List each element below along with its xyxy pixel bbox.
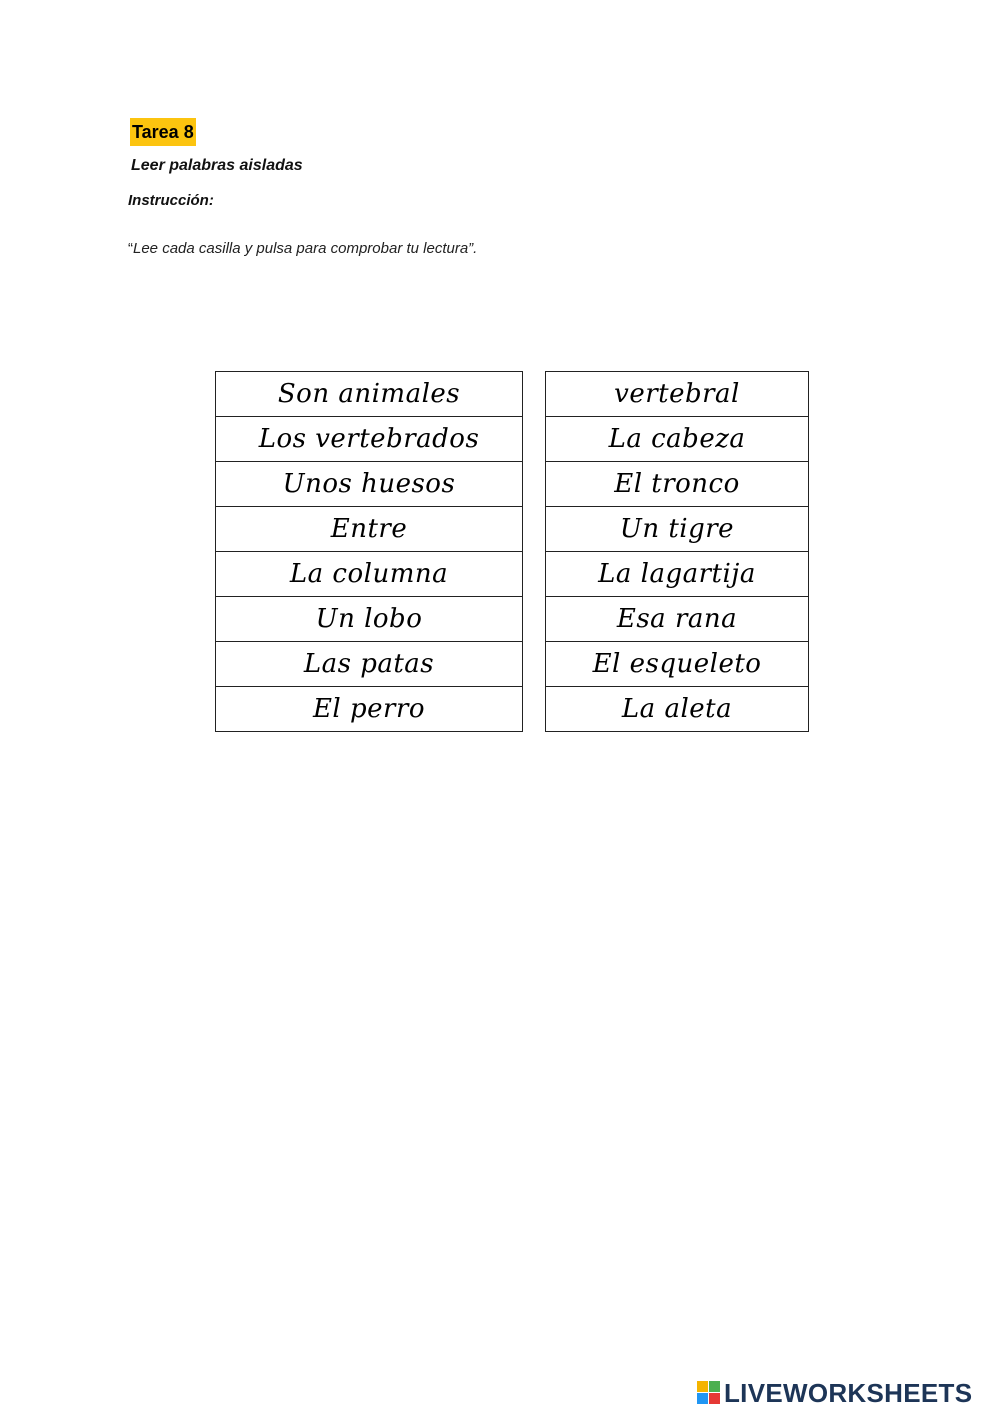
left-word-table bbox=[215, 371, 523, 732]
word-cell[interactable]: Los vertebrados bbox=[216, 417, 523, 462]
word-cell[interactable]: El esqueleto bbox=[546, 642, 809, 687]
table-row bbox=[216, 417, 523, 462]
task-subtitle: Leer palabras aisladas bbox=[131, 157, 303, 174]
table-row bbox=[546, 687, 809, 732]
table-row bbox=[216, 462, 523, 507]
table-row bbox=[216, 372, 523, 417]
logo-square-blue bbox=[697, 1393, 708, 1404]
word-cell[interactable]: El tronco bbox=[546, 462, 809, 507]
table-row bbox=[216, 687, 523, 732]
table-row bbox=[216, 507, 523, 552]
word-cell[interactable]: El perro bbox=[216, 687, 523, 732]
instruction-text bbox=[128, 240, 477, 257]
brand-wordmark: LIVEWORKSHEETS bbox=[724, 1377, 973, 1408]
liveworksheets-brand[interactable] bbox=[697, 1378, 972, 1408]
table-row bbox=[546, 507, 809, 552]
word-cell[interactable]: Las patas bbox=[216, 642, 523, 687]
logo-square-green bbox=[709, 1381, 720, 1392]
task-title: Tarea 8 bbox=[130, 118, 196, 146]
table-row bbox=[546, 462, 809, 507]
word-cell[interactable]: La cabeza bbox=[546, 417, 809, 462]
table-row bbox=[546, 552, 809, 597]
word-cell[interactable]: Esa rana bbox=[546, 597, 809, 642]
word-cell[interactable]: Entre bbox=[216, 507, 523, 552]
table-row bbox=[546, 372, 809, 417]
open-quote: “ bbox=[128, 240, 133, 257]
word-cell[interactable]: Unos huesos bbox=[216, 462, 523, 507]
word-cell[interactable]: Un lobo bbox=[216, 597, 523, 642]
table-row bbox=[216, 552, 523, 597]
word-cell[interactable]: La lagartija bbox=[546, 552, 809, 597]
instruction-body: Lee cada casilla y pulsa para comprobar tu lectura”. bbox=[133, 240, 478, 257]
table-row bbox=[216, 597, 523, 642]
instruction-label: Instrucción: bbox=[128, 192, 214, 209]
table-row bbox=[216, 642, 523, 687]
liveworksheets-logo-icon bbox=[697, 1381, 721, 1405]
word-cell[interactable]: La columna bbox=[216, 552, 523, 597]
table-row bbox=[546, 417, 809, 462]
word-cell[interactable]: La aleta bbox=[546, 687, 809, 732]
table-row bbox=[546, 597, 809, 642]
logo-square-yellow bbox=[697, 1381, 708, 1392]
word-cell[interactable]: Un tigre bbox=[546, 507, 809, 552]
table-row bbox=[546, 642, 809, 687]
right-word-table bbox=[545, 371, 809, 732]
word-cell[interactable]: vertebral bbox=[546, 372, 809, 417]
logo-square-red bbox=[709, 1393, 720, 1404]
word-cell[interactable]: Son animales bbox=[216, 372, 523, 417]
